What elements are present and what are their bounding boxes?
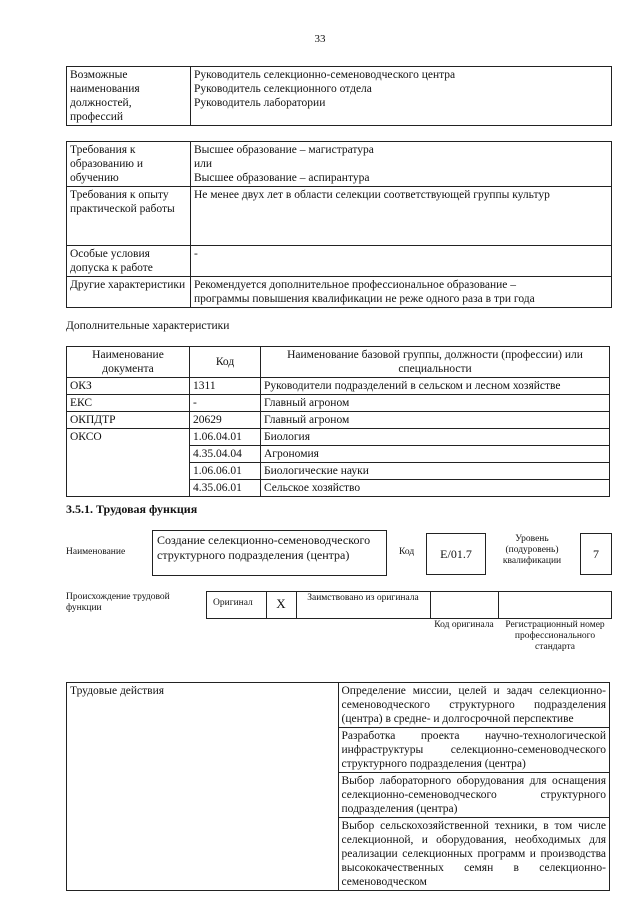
additional-title: Дополнительные характеристики (66, 320, 230, 332)
profession-item: Руководитель селекционного отдела (194, 83, 372, 95)
requirement-value (191, 246, 612, 277)
profession-item: Руководитель лаборатории (194, 97, 326, 109)
actions-label: Трудовые действия (67, 683, 339, 891)
requirement-label: Особые условия допуска к работе (67, 246, 191, 277)
header-code: Код (190, 347, 261, 378)
original-mark: X (276, 596, 286, 611)
requirement-value (191, 142, 612, 187)
requirement-line: - (194, 248, 198, 260)
cell-code: - (190, 395, 261, 412)
action-item: Разработка проекта научно-технологической инфраструктуры селекционно-семеноводческого структурного подразделения (центра) (338, 728, 610, 773)
cell-code: 4.35.06.01 (190, 480, 261, 497)
action-item: Определение миссии, целей и задач селекционно-семеноводческого структурного подразделения (центра) в средне- и долгосрочной перспективе (338, 683, 610, 728)
cell-name: Агрономия (261, 446, 610, 463)
cell-name: Биология (261, 429, 610, 446)
origin-divider (430, 591, 431, 618)
requirement-line: Рекомендуется дополнительное профессиональное образование – (194, 279, 517, 291)
professions-values (191, 67, 612, 126)
cell-doc: ОКЗ (67, 378, 190, 395)
origin-code-label: Код оригинала (434, 620, 494, 630)
page-number: 33 (314, 33, 326, 45)
requirement-line: Высшее образование – аспирантура (194, 172, 370, 184)
additional-table (66, 346, 610, 497)
requirements-table (66, 141, 612, 308)
origin-divider (498, 591, 499, 618)
requirement-value (191, 187, 612, 246)
requirement-line: программы повышения квалификации не реже одного раза в три года (194, 293, 535, 305)
professions-table (66, 66, 612, 126)
requirement-value (191, 277, 612, 308)
cell-name: Биологические науки (261, 463, 610, 480)
cell-doc: ОКСО (67, 429, 190, 497)
function-code-value: E/01.7 (426, 533, 486, 575)
requirement-label: Другие характеристики (67, 277, 191, 308)
action-item: Выбор лабораторного оборудования для оснащения селекционно-семеноводческого структурного подразделения (центра) (338, 773, 610, 818)
cell-name: Руководители подразделений в сельском и лесном хозяйстве (261, 378, 610, 395)
cell-name: Сельское хозяйство (261, 480, 610, 497)
requirement-label: Требования к образованию и обучению (67, 142, 191, 187)
actions-table (66, 682, 610, 891)
cell-code: 1.06.06.01 (190, 463, 261, 480)
requirement-line: или (194, 158, 213, 170)
name-label: Наименование (66, 547, 126, 557)
table-row (67, 395, 610, 412)
requirement-label: Требования к опыту практической работы (67, 187, 191, 246)
cell-code: 1.06.04.01 (190, 429, 261, 446)
table-row (67, 412, 610, 429)
cell-name: Главный агроном (261, 395, 610, 412)
table-row (67, 378, 610, 395)
cell-doc: ОКПДТР (67, 412, 190, 429)
original-label: Оригинал (213, 598, 253, 608)
requirement-line: Высшее образование – магистратура (194, 144, 374, 156)
section-title: 3.5.1. Трудовая функция (66, 502, 198, 516)
cell-code: 4.35.04.04 (190, 446, 261, 463)
borrowed-label: Заимствовано из оригинала (307, 593, 419, 603)
requirement-line: Не менее двух лет в области селекции соответствующей группы культур (194, 189, 550, 201)
cell-code: 20629 (190, 412, 261, 429)
origin-divider (296, 591, 297, 618)
cell-name: Главный агроном (261, 412, 610, 429)
professions-label: Возможные наименования должностей, профессий (67, 67, 191, 126)
level-label: Уровень (подуровень) квалификации (502, 534, 562, 566)
header-doc: Наименование документа (67, 347, 190, 378)
header-name: Наименование базовой группы, должности (профессии) или специальности (261, 347, 610, 378)
profession-item: Руководитель селекционно-семеноводческого центра (194, 69, 456, 81)
cell-code: 1311 (190, 378, 261, 395)
code-label: Код (399, 547, 415, 557)
origin-label: Происхождение трудовой функции (66, 592, 170, 613)
level-value: 7 (580, 533, 612, 575)
table-row (67, 429, 610, 446)
function-name-value: Создание селекционно-семеноводческого структурного подразделения (центра) (152, 530, 387, 576)
cell-doc: ЕКС (67, 395, 190, 412)
reg-number-label: Регистрационный номер профессионального стандарта (505, 620, 605, 652)
action-item: Выбор сельскохозяйственной техники, в том числе селекционной, и оборудования, необходимых для реализации селекционных программ и производства высококачественных семян в селекционно-семеноводческом (338, 818, 610, 891)
